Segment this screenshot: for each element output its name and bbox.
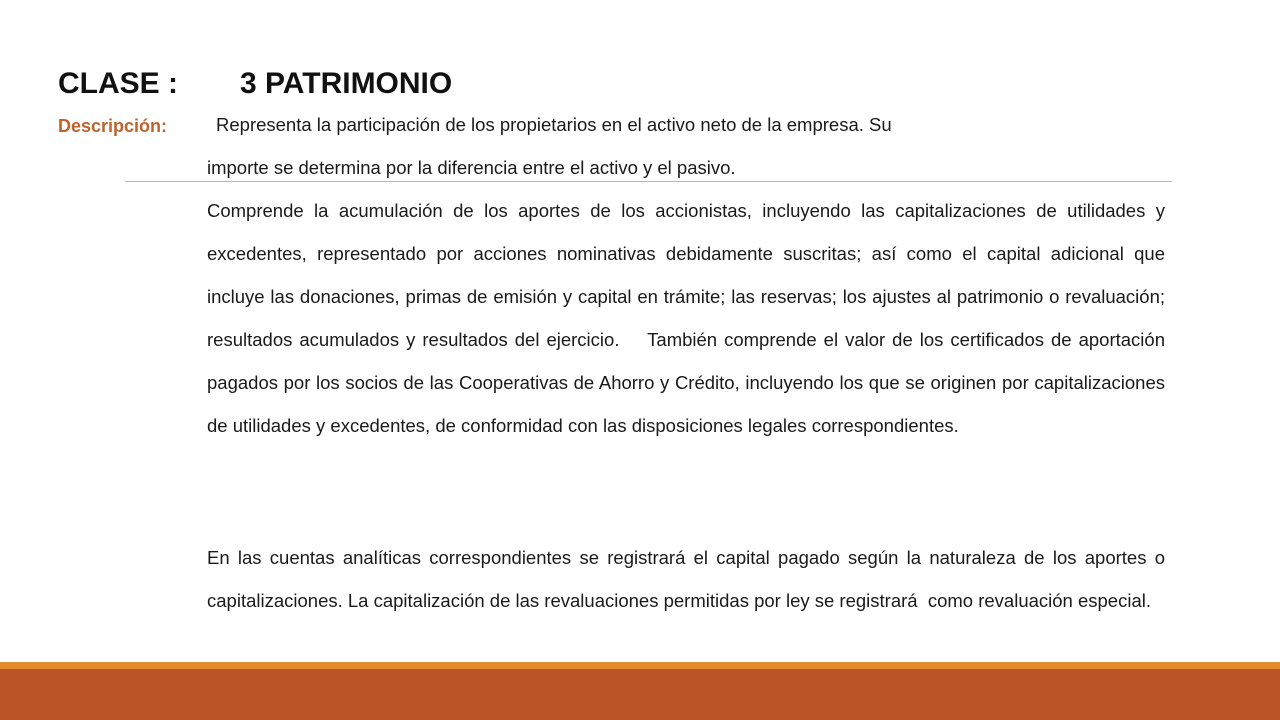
paragraph-1-line-2: importe se determina por la diferencia entre el activo y el pasivo. <box>207 157 736 178</box>
description-paragraph-1 <box>207 103 1165 189</box>
title-label: CLASE : <box>58 67 178 100</box>
slide-title <box>58 64 452 104</box>
paragraph-1-line-1: Representa la participación de los propietarios en el activo neto de la empresa. Su <box>216 114 892 135</box>
footer-bar <box>0 669 1280 720</box>
description-label: Descripción: <box>58 116 168 136</box>
divider-line <box>125 181 1172 182</box>
description-paragraph-3: En las cuentas analíticas correspondientes se registrará el capital pagado según la naturaleza de los aportes o capitalizaciones. La capitalización de las revaluaciones permitidas por ley se registrará como revaluación especial. <box>207 547 1171 611</box>
footer-accent-stripe <box>0 662 1280 669</box>
description-paragraph-2: Comprende la acumulación de los aportes de los accionistas, incluyendo las capitalizaciones de utilidades y excedentes, representado por acciones nominativas debidamente suscritas; así como el capital adicional que incluye las donaciones, primas de emisión y capital en trámite; las reservas; los ajustes al patrimonio o revaluación; resultados acumulados y resultados del ejercicio. También comprende el valor de los certificados de aportación pagados por los socios de las Cooperativas de Ahorro y Crédito, incluyendo los que se originen por capitalizaciones de utilidades y excedentes, de conformidad con las disposiciones legales correspondientes. <box>207 200 1171 436</box>
title-value: 3 PATRIMONIO <box>240 67 453 100</box>
